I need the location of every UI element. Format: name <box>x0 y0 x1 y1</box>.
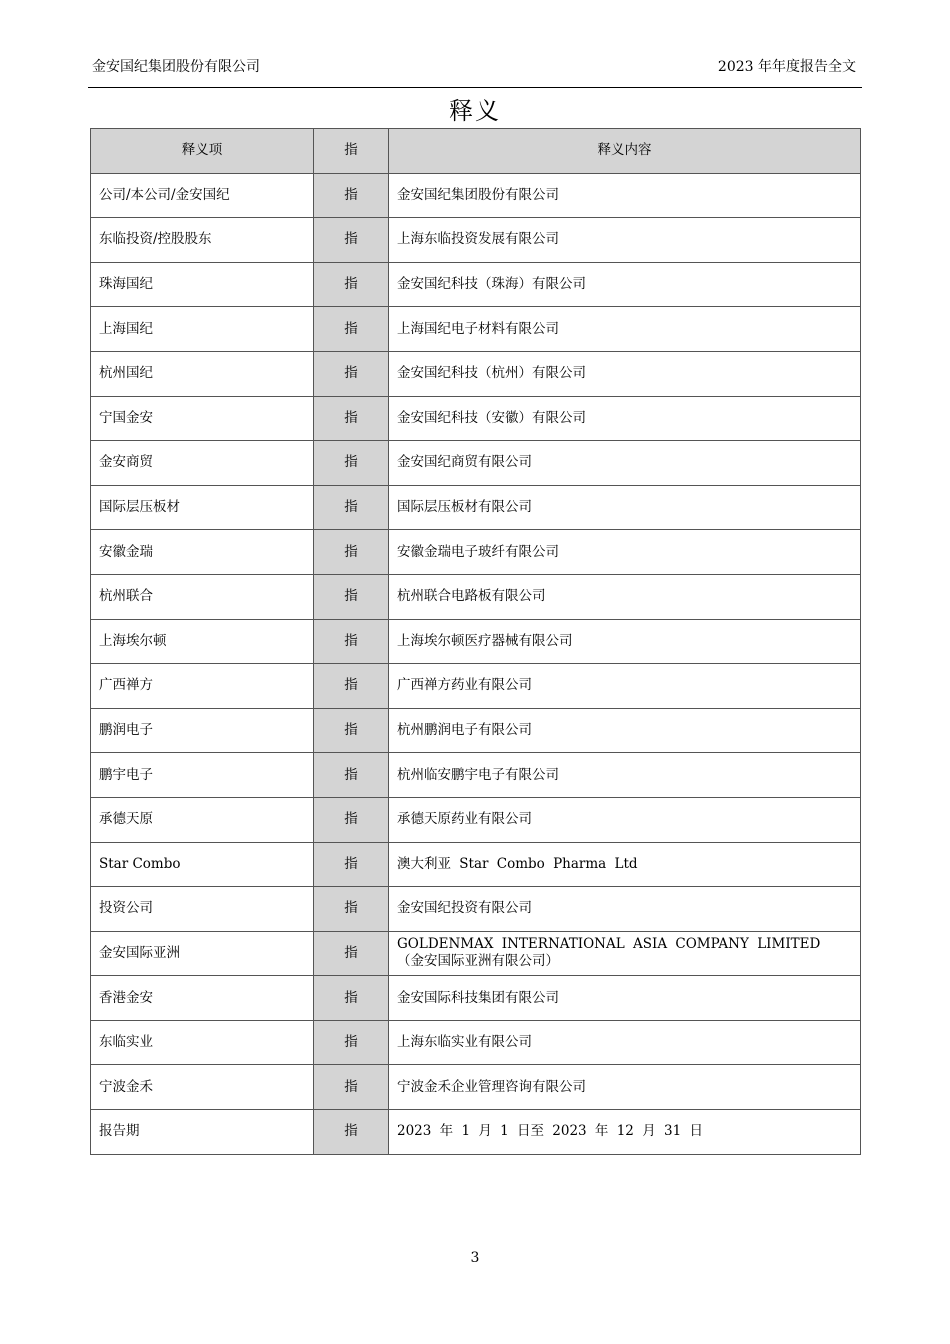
glossary-refers: 指 <box>314 307 389 352</box>
glossary-term: 香港金安 <box>91 976 314 1021</box>
glossary-term: 承德天原 <box>91 797 314 842</box>
glossary-refers: 指 <box>314 530 389 575</box>
glossary-definition: 金安国纪科技（安徽）有限公司 <box>389 396 861 441</box>
glossary-definition: 澳大利亚 Star Combo Pharma Ltd <box>389 842 861 887</box>
glossary-refers: 指 <box>314 485 389 530</box>
definition-line: （金安国际亚洲有限公司） <box>397 953 559 970</box>
glossary-definition: 上海东临投资发展有限公司 <box>389 218 861 263</box>
table-row <box>91 173 861 218</box>
section-title: 释义 <box>449 97 501 125</box>
table-row <box>91 441 861 486</box>
glossary-refers: 指 <box>314 173 389 218</box>
header-refers: 指 <box>314 129 389 174</box>
glossary-term: 金安商贸 <box>91 441 314 486</box>
glossary-term: 珠海国纪 <box>91 262 314 307</box>
glossary-definition: 杭州临安鹏宇电子有限公司 <box>389 753 861 798</box>
glossary-definition: 上海埃尔顿医疗器械有限公司 <box>389 619 861 664</box>
glossary-refers: 指 <box>314 1020 389 1065</box>
table-row <box>91 1110 861 1155</box>
glossary-term: 金安国际亚洲 <box>91 931 314 976</box>
glossary-refers: 指 <box>314 574 389 619</box>
table-row <box>91 574 861 619</box>
table-row <box>91 976 861 1021</box>
header-term: 释义项 <box>91 129 314 174</box>
glossary-definition: 上海东临实业有限公司 <box>389 1020 861 1065</box>
glossary-term: 宁波金禾 <box>91 1065 314 1110</box>
table-row <box>91 931 861 976</box>
glossary-refers: 指 <box>314 976 389 1021</box>
table-row <box>91 753 861 798</box>
glossary-term: 安徽金瑞 <box>91 530 314 575</box>
glossary-definition: 国际层压板材有限公司 <box>389 485 861 530</box>
glossary-table <box>90 128 861 1155</box>
glossary-definition: 上海国纪电子材料有限公司 <box>389 307 861 352</box>
glossary-definition: 金安国纪商贸有限公司 <box>389 441 861 486</box>
table-row <box>91 887 861 932</box>
glossary-refers: 指 <box>314 218 389 263</box>
glossary-definition: 金安国纪集团股份有限公司 <box>389 173 861 218</box>
table-row <box>91 307 861 352</box>
table-row <box>91 664 861 709</box>
glossary-refers: 指 <box>314 441 389 486</box>
table-row <box>91 351 861 396</box>
definition-line: GOLDENMAX INTERNATIONAL ASIA COMPANY LIMITED <box>397 936 821 953</box>
table-row <box>91 530 861 575</box>
glossary-term: 东临投资/控股股东 <box>91 218 314 263</box>
glossary-refers: 指 <box>314 351 389 396</box>
glossary-refers: 指 <box>314 797 389 842</box>
glossary-refers: 指 <box>314 1065 389 1110</box>
glossary-header-row <box>91 129 861 174</box>
page-number: 3 <box>470 1250 480 1266</box>
glossary-body <box>91 173 861 1154</box>
glossary-definition <box>389 931 861 976</box>
glossary-definition: 杭州鹏润电子有限公司 <box>389 708 861 753</box>
table-row <box>91 262 861 307</box>
glossary-term: 鹏润电子 <box>91 708 314 753</box>
glossary-term: 广西禅方 <box>91 664 314 709</box>
glossary-term: 公司/本公司/金安国纪 <box>91 173 314 218</box>
table-row <box>91 708 861 753</box>
glossary-term: 东临实业 <box>91 1020 314 1065</box>
glossary-refers: 指 <box>314 396 389 441</box>
glossary-refers: 指 <box>314 619 389 664</box>
table-row <box>91 842 861 887</box>
glossary-definition: 金安国际科技集团有限公司 <box>389 976 861 1021</box>
glossary-term: 投资公司 <box>91 887 314 932</box>
glossary-definition: 2023 年 1 月 1 日至 2023 年 12 月 31 日 <box>389 1110 861 1155</box>
glossary-refers: 指 <box>314 262 389 307</box>
header-company-name: 金安国纪集团股份有限公司 <box>92 59 260 75</box>
table-row <box>91 1020 861 1065</box>
glossary-refers: 指 <box>314 931 389 976</box>
glossary-definition: 承德天原药业有限公司 <box>389 797 861 842</box>
table-row <box>91 797 861 842</box>
glossary-definition: 金安国纪科技（珠海）有限公司 <box>389 262 861 307</box>
glossary-refers: 指 <box>314 664 389 709</box>
glossary-term: Star Combo <box>91 842 314 887</box>
glossary-term: 报告期 <box>91 1110 314 1155</box>
glossary-refers: 指 <box>314 842 389 887</box>
glossary-refers: 指 <box>314 1110 389 1155</box>
header-report-title: 2023 年年度报告全文 <box>717 59 856 75</box>
glossary-refers: 指 <box>314 753 389 798</box>
glossary-refers: 指 <box>314 887 389 932</box>
glossary-term: 杭州联合 <box>91 574 314 619</box>
glossary-definition: 广西禅方药业有限公司 <box>389 664 861 709</box>
glossary-definition: 宁波金禾企业管理咨询有限公司 <box>389 1065 861 1110</box>
glossary-definition: 金安国纪科技（杭州）有限公司 <box>389 351 861 396</box>
table-row <box>91 485 861 530</box>
glossary-term: 宁国金安 <box>91 396 314 441</box>
glossary-refers: 指 <box>314 708 389 753</box>
table-row <box>91 396 861 441</box>
table-row <box>91 1065 861 1110</box>
glossary-definition: 金安国纪投资有限公司 <box>389 887 861 932</box>
table-row <box>91 619 861 664</box>
header-divider <box>88 87 862 88</box>
glossary-term: 杭州国纪 <box>91 351 314 396</box>
glossary-term: 国际层压板材 <box>91 485 314 530</box>
header-definition: 释义内容 <box>389 129 861 174</box>
glossary-definition: 安徽金瑞电子玻纤有限公司 <box>389 530 861 575</box>
glossary-definition: 杭州联合电路板有限公司 <box>389 574 861 619</box>
glossary-term: 鹏宇电子 <box>91 753 314 798</box>
glossary-term: 上海国纪 <box>91 307 314 352</box>
table-row <box>91 218 861 263</box>
glossary-term: 上海埃尔顿 <box>91 619 314 664</box>
